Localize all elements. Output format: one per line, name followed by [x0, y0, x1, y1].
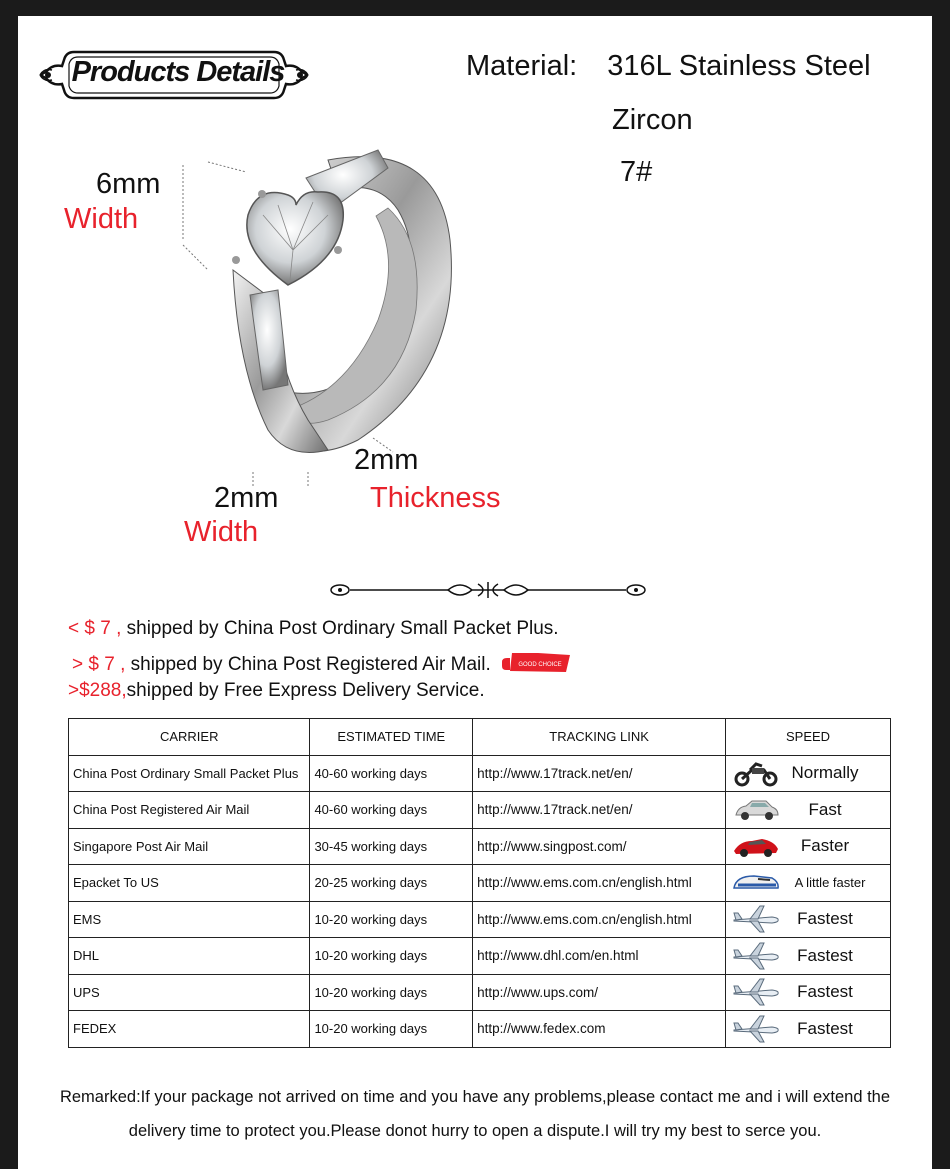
header-carrier: CARRIER: [69, 719, 310, 756]
table-row: [69, 792, 891, 829]
material-label: Material:: [466, 50, 578, 82]
tracking-link[interactable]: http://www.dhl.com/en.html: [473, 938, 726, 975]
shipping-carriers-table: [68, 718, 891, 1048]
estimated-time-cell: 10-20 working days: [310, 1011, 473, 1048]
speed-label: Fastest: [797, 909, 853, 929]
ring-size: 7#: [620, 156, 653, 188]
shipping-note-price: >$288,: [68, 680, 127, 701]
ring-image: [178, 120, 478, 500]
speed-cell: [726, 792, 891, 829]
speed-label: Fastest: [797, 1018, 853, 1038]
estimated-time-cell: 10-20 working days: [310, 938, 473, 975]
estimated-time-cell: 40-60 working days: [310, 755, 473, 792]
car-icon: [732, 795, 780, 825]
airplane-icon: [732, 977, 780, 1007]
bullet-train-icon: [732, 868, 780, 898]
table-row: [69, 865, 891, 902]
sports-car-icon: [732, 831, 780, 861]
tracking-link[interactable]: http://www.17track.net/en/: [473, 792, 726, 829]
estimated-time-cell: 40-60 working days: [310, 792, 473, 829]
table-header-row: [69, 719, 891, 756]
shipping-note-3: [68, 680, 485, 702]
table-row: [69, 1011, 891, 1048]
remark-line-1: Remarked:If your package not arrived on time and you have any problems,please contact me and i will extend the: [59, 1088, 891, 1106]
shipping-note-1: [68, 618, 559, 640]
speed-cell: [726, 755, 891, 792]
table-row: [69, 755, 891, 792]
stone-type: Zircon: [612, 104, 693, 136]
tracking-link[interactable]: http://www.17track.net/en/: [473, 755, 726, 792]
speed-cell: [726, 901, 891, 938]
speed-cell: [726, 974, 891, 1011]
carrier-cell: EMS: [69, 901, 310, 938]
estimated-time-cell: 30-45 working days: [310, 828, 473, 865]
table-row: [69, 938, 891, 975]
estimated-time-cell: 10-20 working days: [310, 974, 473, 1011]
thumbs-up-icon: [498, 650, 570, 674]
good-choice-badge: [498, 650, 570, 680]
tracking-link[interactable]: http://www.ems.com.cn/english.html: [473, 865, 726, 902]
airplane-icon: [732, 904, 780, 934]
tracking-link[interactable]: http://www.singpost.com/: [473, 828, 726, 865]
tracking-link[interactable]: http://www.ems.com.cn/english.html: [473, 901, 726, 938]
remark-line-2: delivery time to protect you.Please donot hurry to open a dispute.I will try my best to serce you.: [128, 1122, 822, 1140]
header-estimated-time: ESTIMATED TIME: [310, 719, 473, 756]
shipping-note-2: [72, 650, 570, 680]
header-tracking-link: TRACKING LINK: [473, 719, 726, 756]
remark-note: [18, 1080, 932, 1148]
badge-title: Products Details: [71, 56, 285, 88]
speed-cell: [726, 938, 891, 975]
speed-cell: [726, 865, 891, 902]
carrier-cell: China Post Ordinary Small Packet Plus: [69, 755, 310, 792]
speed-label: Normally: [791, 763, 859, 783]
thickness-label: Thickness: [370, 482, 501, 514]
product-details-page: [18, 16, 932, 1169]
estimated-time-cell: 10-20 working days: [310, 901, 473, 938]
thickness-value: 2mm: [354, 444, 419, 476]
table-row: [69, 974, 891, 1011]
carrier-cell: Epacket To US: [69, 865, 310, 902]
carrier-cell: UPS: [69, 974, 310, 1011]
airplane-icon: [732, 941, 780, 971]
shipping-note-text: shipped by China Post Ordinary Small Packet Plus.: [121, 618, 559, 639]
speed-cell: [726, 1011, 891, 1048]
speed-label: Fastest: [797, 982, 853, 1002]
products-details-badge: [34, 44, 314, 106]
estimated-time-cell: 20-25 working days: [310, 865, 473, 902]
material-line: [466, 50, 871, 83]
good-choice-text: GOOD CHOICE: [518, 662, 562, 668]
table-row: [69, 901, 891, 938]
head-width-label: Width: [64, 203, 139, 235]
ornament-divider-icon: [328, 576, 648, 604]
table-row: [69, 828, 891, 865]
carrier-cell: DHL: [69, 938, 310, 975]
shipping-note-price: < $ 7 ,: [68, 618, 122, 639]
head-width-value: 6mm: [96, 168, 161, 200]
band-width-label: Width: [184, 516, 259, 548]
tracking-link[interactable]: http://www.fedex.com: [473, 1011, 726, 1048]
shipping-note-price: > $ 7 ,: [72, 654, 126, 676]
carrier-cell: China Post Registered Air Mail: [69, 792, 310, 829]
speed-cell: [726, 828, 891, 865]
shipping-note-text: shipped by Free Express Delivery Service.: [126, 680, 485, 701]
airplane-icon: [732, 1014, 780, 1044]
header-speed: SPEED: [726, 719, 891, 756]
carrier-cell: Singapore Post Air Mail: [69, 828, 310, 865]
speed-label: Fast: [808, 799, 842, 819]
shipping-note-text: shipped by China Post Registered Air Mail.: [125, 654, 491, 676]
speed-label: Faster: [800, 836, 850, 856]
carrier-cell: FEDEX: [69, 1011, 310, 1048]
tracking-link[interactable]: http://www.ups.com/: [473, 974, 726, 1011]
speed-label: Fastest: [797, 945, 853, 965]
material-value: 316L Stainless Steel: [607, 50, 871, 82]
band-width-value: 2mm: [214, 482, 279, 514]
speed-label: A little faster: [794, 875, 866, 891]
motorcycle-icon: [732, 758, 780, 788]
